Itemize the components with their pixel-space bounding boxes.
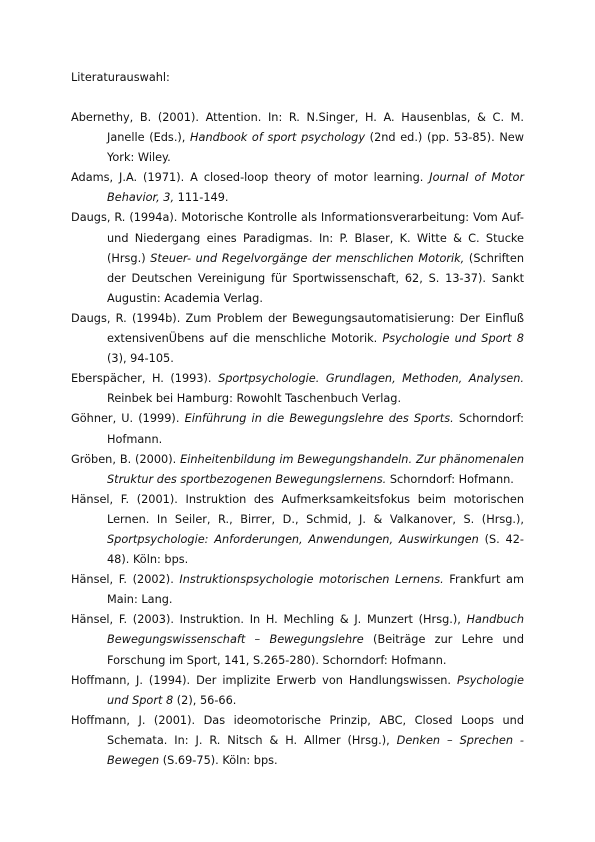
reference-entry [71, 309, 524, 369]
reference-text: Daugs, R. (1994b). Zum Problem der Bewegungsautomatisierung: Der Einfluß extensivenÜbens auf die menschliche Motorik. [71, 311, 524, 346]
reference-text: Abernethy, B. (2001). Attention. In: R. N.Singer, H. A. Hausenblas, & C. M. Janelle (Eds.), [71, 111, 524, 145]
reference-text: Hänsel, F. (2002). [71, 573, 180, 587]
reference-entry [71, 570, 524, 610]
reference-title: Handbook of sport psychology [190, 131, 366, 145]
page-heading: Literaturauswahl: [71, 71, 170, 84]
reference-text: Hänsel, F. (2003). Instruktion. In H. Mechling & J. Munzert (Hrsg.), [71, 613, 467, 627]
reference-entry [71, 610, 524, 670]
reference-text: Eberspächer, H. (1993). [71, 372, 219, 386]
reference-text: Reinbek bei Hamburg: Rowohlt Taschenbuch Verlag. [107, 392, 402, 406]
reference-entry [71, 369, 524, 409]
reference-list [71, 108, 524, 771]
reference-text: (3), 94-105. [107, 352, 174, 366]
reference-text: Hoffmann, J. (2001). Das ideomotorische Prinzip, ABC, Closed Loops und Schemata. In: J. R. Nitsch & H. Allmer (Hrsg.), [71, 713, 524, 747]
reference-title: Handbuch Bewegungswissenschaft – Bewegungslehre [107, 613, 524, 647]
reference-entry [71, 671, 524, 711]
reference-text: (2), 56-66. [173, 693, 237, 707]
reference-text: (Beiträge zur Lehre und Forschung im Sport, 141, S.265-280). Schorndorf: Hofmann. [107, 633, 524, 667]
reference-title: Sportpsychologie. Grundlagen, Methoden, Analysen. [218, 372, 524, 386]
reference-text: Frankfurt am Main: Lang. [107, 573, 524, 607]
reference-title: Journal of Motor Behavior, 3, [107, 171, 524, 205]
reference-text: Göhner, U. (1999). [71, 412, 185, 426]
reference-entry [71, 108, 524, 168]
reference-entry [71, 409, 524, 449]
reference-title: Psychologie und Sport 8 [382, 332, 524, 346]
reference-text: Schorndorf: Hofmann. [107, 412, 524, 446]
reference-entry [71, 711, 524, 771]
reference-entry [71, 490, 524, 570]
reference-text: 111-149. [174, 191, 229, 205]
reference-entry [71, 450, 524, 490]
reference-text: Schorndorf: Hofmann. [386, 472, 514, 486]
reference-text: (2nd ed.) (pp. 53-85). New York: Wiley. [107, 131, 524, 165]
reference-text: Hänsel, F. (2001). Instruktion des Aufmerksamkeitsfokus beim motorischen Lernen. In Seiler, R., Birrer, D., Schmid, J. & Valkanover, S. (Hrsg.), [71, 492, 524, 526]
reference-text: Daugs, R. (1994a). Motorische Kontrolle als Informationsverarbeitung: Vom Auf- und Niedergang eines Paradigmas. In: P. Blaser, K. Witte & C. Stucke (Hrsg.) [71, 211, 524, 265]
reference-title: Einheitenbildung im Bewegungshandeln. Zur phänomenalen Struktur des sportbezogenen Bewegungslernens. [107, 452, 524, 486]
reference-title: Denken – Sprechen - Bewegen [107, 733, 524, 767]
reference-title: Psychologie und Sport 8 [107, 673, 524, 707]
reference-title: Steuer- und Regelvorgänge der menschlichen Motorik, [150, 251, 465, 265]
reference-text: Gröben, B. (2000). [71, 452, 181, 466]
reference-title: Sportpsychologie: Anforderungen, Anwendungen, Auswirkungen [107, 532, 479, 546]
reference-title: Instruktionspsychologie motorischen Lernens. [179, 573, 444, 587]
reference-title: Einführung in die Bewegungslehre des Sports. [184, 412, 454, 426]
reference-entry [71, 168, 524, 208]
reference-text: Adams, J.A. (1971). A closed-loop theory of motor learning. [71, 171, 430, 185]
reference-text: (S. 42-48). Köln: bps. [107, 532, 524, 567]
reference-text: (S.69-75). Köln: bps. [159, 754, 278, 767]
reference-entry [71, 208, 524, 308]
reference-text: Hoffmann, J. (1994). Der implizite Erwerb von Handlungswissen. [71, 673, 458, 687]
reference-text: (Schriften der Deutschen Vereinigung für Sportwissenschaft, 62, S. 13-37). Sankt Augustin: Academia Verlag. [107, 251, 524, 305]
